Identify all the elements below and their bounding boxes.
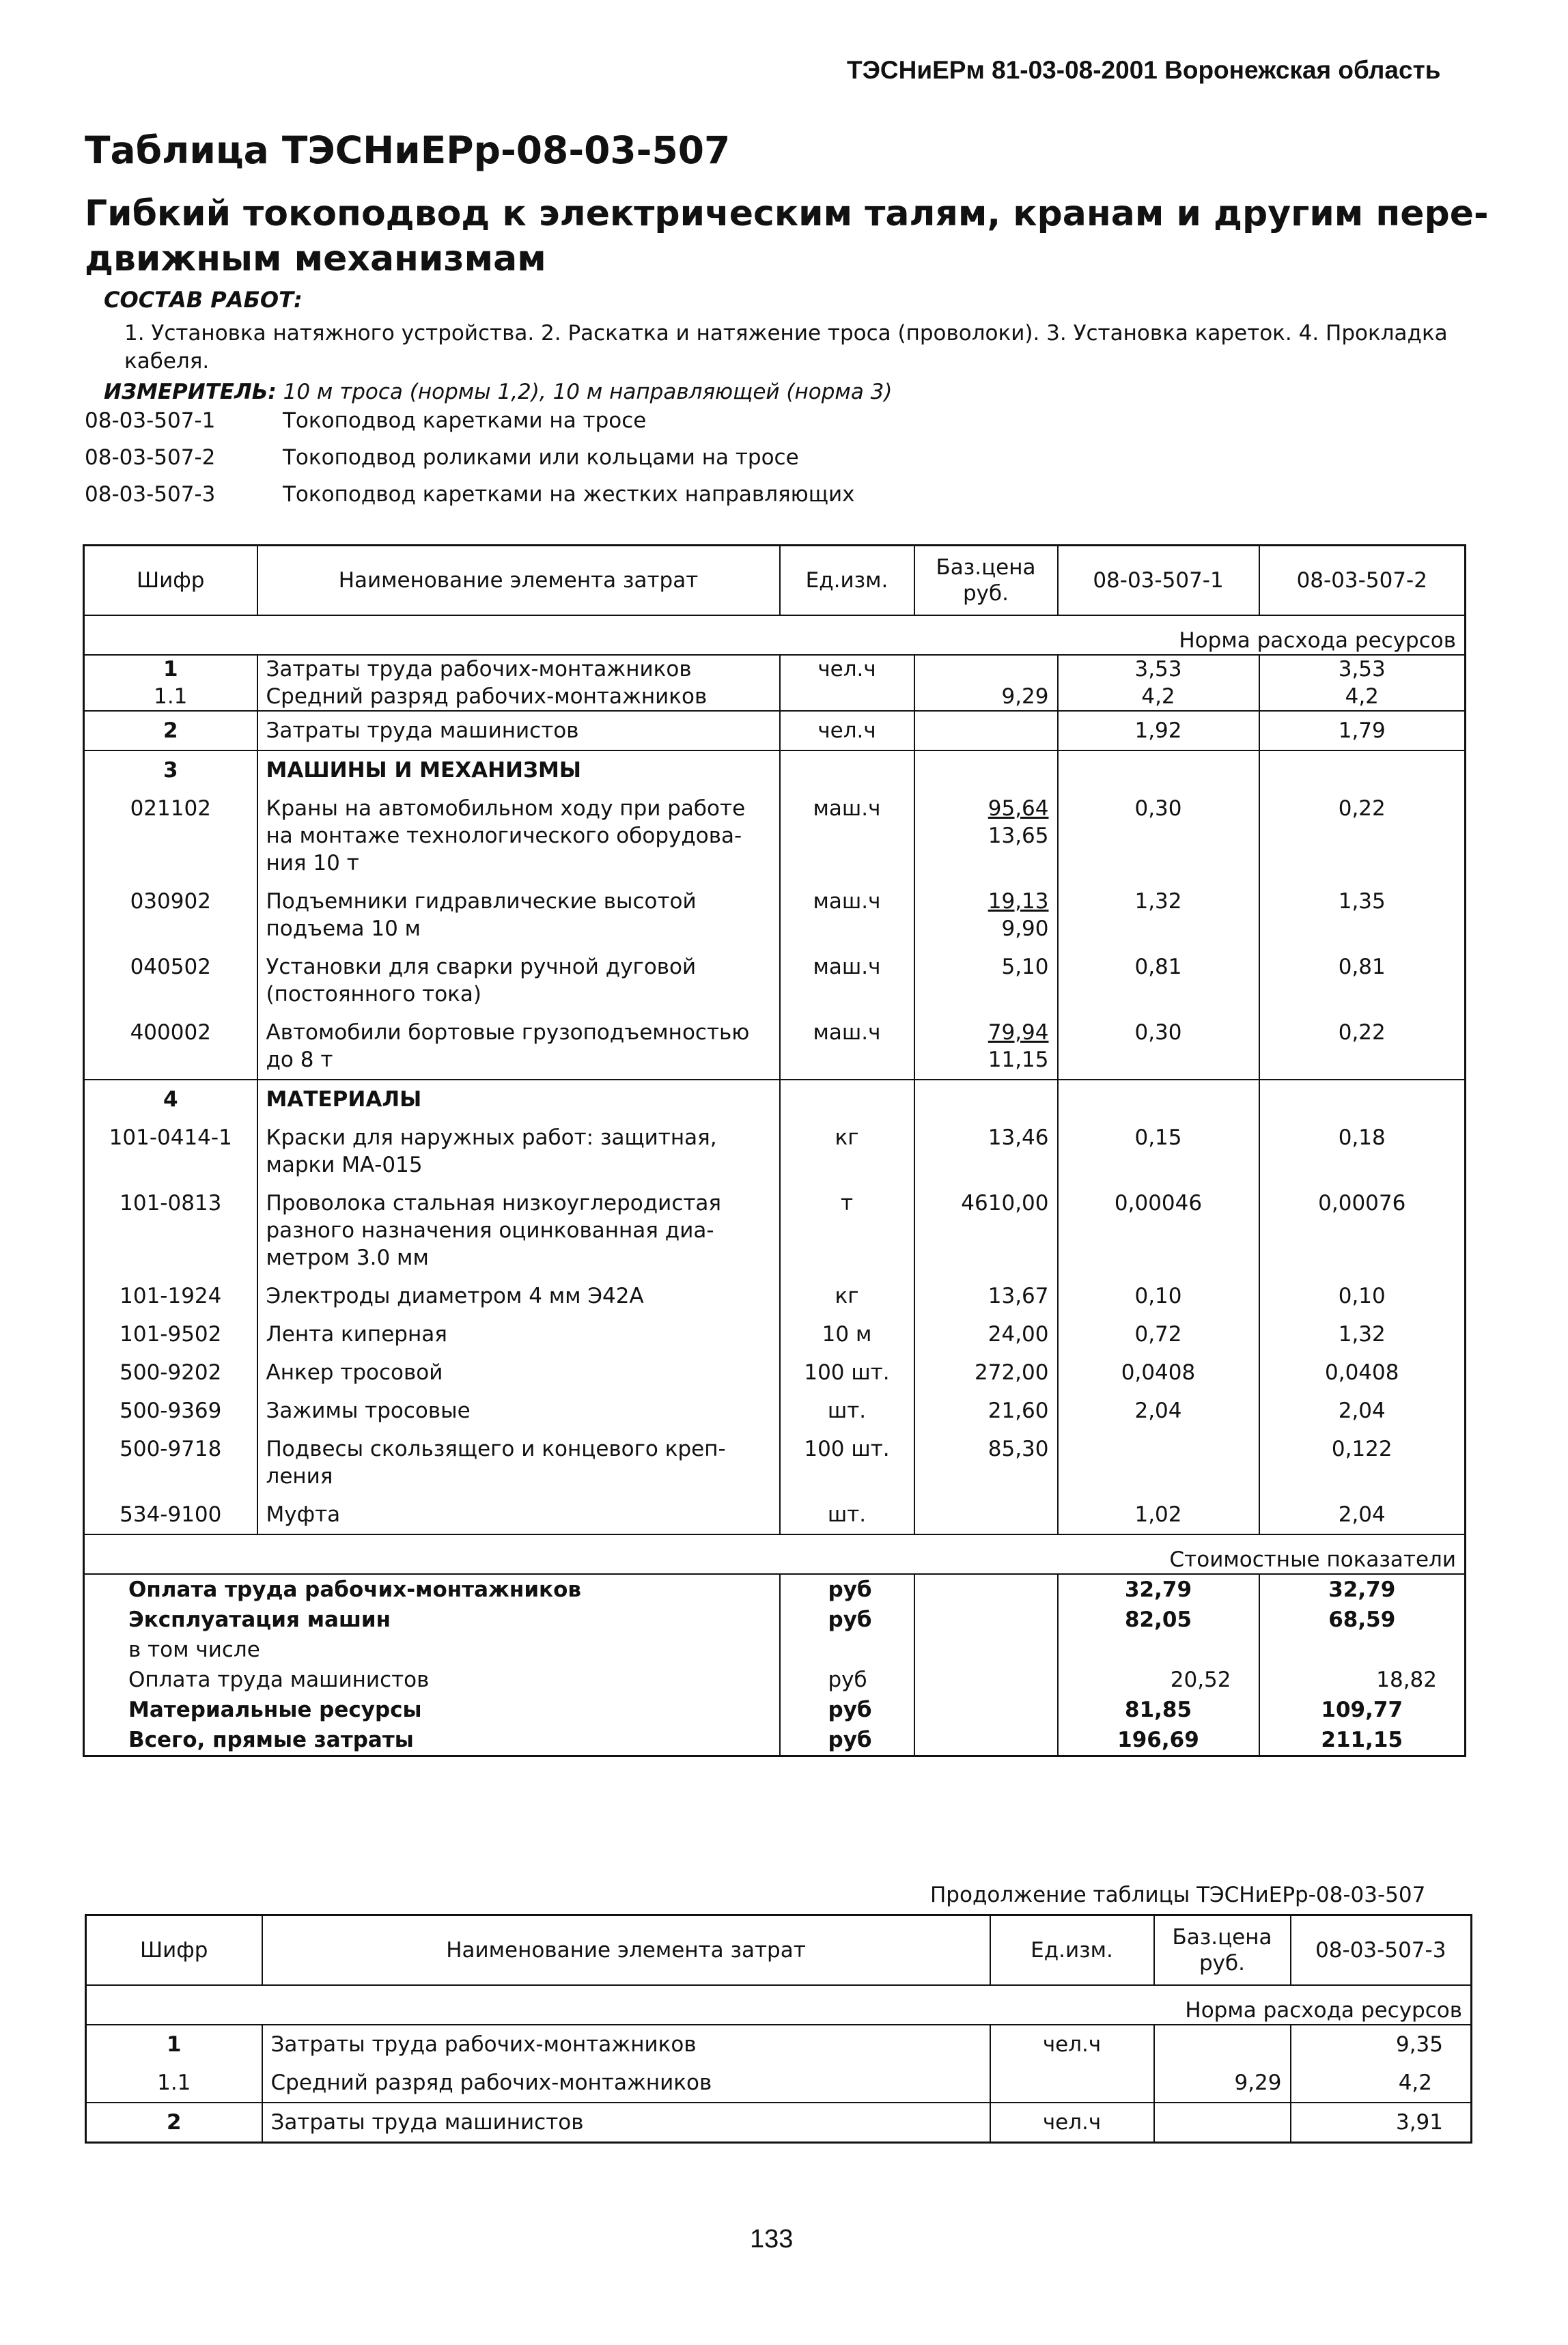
row-unit: чел.ч bbox=[780, 655, 914, 683]
row-code: 500-9202 bbox=[84, 1353, 257, 1392]
total-unit: руб bbox=[780, 1574, 914, 1605]
row-code: 101-0414-1 bbox=[84, 1119, 257, 1184]
row-name: Зажимы тросовые bbox=[257, 1392, 780, 1430]
row-name: Автомобили бортовые грузоподъемностью до 8 т bbox=[257, 1013, 780, 1080]
column-header: 08-03-507-2 bbox=[1259, 546, 1466, 616]
row-value-1: 0,15 bbox=[1058, 1119, 1259, 1184]
row-value-2: 0,122 bbox=[1259, 1430, 1466, 1496]
table-row bbox=[84, 1119, 1466, 1184]
row-unit: шт. bbox=[780, 1392, 914, 1430]
table-header-row bbox=[86, 1915, 1472, 1986]
table-row bbox=[84, 1430, 1466, 1496]
norm-name: Токоподвод каретками на жестких направляющих bbox=[283, 482, 855, 507]
continuation-caption: Продолжение таблицы ТЭСНиЕРр-08-03-507 bbox=[930, 1883, 1426, 1907]
table-row bbox=[84, 655, 1466, 683]
norm-code: 08-03-507-3 bbox=[85, 482, 216, 507]
table-title: Таблица ТЭСНиЕРр-08-03-507 bbox=[85, 128, 731, 172]
row-unit: 100 шт. bbox=[780, 1353, 914, 1392]
table-row bbox=[84, 1013, 1466, 1080]
total-row bbox=[84, 1665, 1466, 1695]
row-unit: чел.ч bbox=[780, 711, 914, 750]
row-value-1: 1,02 bbox=[1058, 1496, 1259, 1534]
row-code: 1.1 bbox=[86, 2064, 262, 2103]
total-value-2: 32,79 bbox=[1259, 1574, 1466, 1605]
column-header: Шифр bbox=[84, 546, 257, 616]
section-title: МАТЕРИАЛЫ bbox=[257, 1080, 780, 1119]
row-price: 4610,00 bbox=[914, 1184, 1058, 1277]
resource-table bbox=[83, 544, 1466, 1757]
row-price: 13,67 bbox=[914, 1277, 1058, 1315]
row-value-2: 3,53 bbox=[1259, 655, 1466, 683]
row-price: 21,60 bbox=[914, 1392, 1058, 1430]
row-value-1: 0,0408 bbox=[1058, 1353, 1259, 1392]
row-price bbox=[1154, 2103, 1291, 2143]
column-header: Наименование элемента затрат bbox=[262, 1915, 990, 1986]
table-row bbox=[84, 1496, 1466, 1534]
row-value-2: 0,22 bbox=[1259, 789, 1466, 882]
row-unit: маш.ч bbox=[780, 1013, 914, 1080]
row-value-1: 0,00046 bbox=[1058, 1184, 1259, 1277]
resource-table-continuation bbox=[85, 1914, 1472, 2144]
row-code: 021102 bbox=[84, 789, 257, 882]
row-value-1: 0,81 bbox=[1058, 948, 1259, 1013]
row-name: Лента киперная bbox=[257, 1315, 780, 1353]
list-item bbox=[85, 482, 854, 519]
row-price-machinist: 9,90 bbox=[1001, 916, 1049, 941]
table-row bbox=[84, 948, 1466, 1013]
row-value-1: 3,53 bbox=[1058, 655, 1259, 683]
total-name: Материальные ресурсы bbox=[128, 1698, 422, 1722]
row-unit: 10 м bbox=[780, 1315, 914, 1353]
table-row bbox=[86, 2064, 1472, 2103]
measure-label: ИЗМЕРИТЕЛЬ: bbox=[104, 380, 277, 404]
row-unit bbox=[780, 683, 914, 711]
column-header: Ед.изм. bbox=[990, 1915, 1154, 1986]
row-value-2: 2,04 bbox=[1259, 1496, 1466, 1534]
table-row bbox=[86, 2025, 1472, 2064]
row-value-2: 1,35 bbox=[1259, 882, 1466, 948]
row-code: 1 bbox=[84, 655, 257, 683]
column-header: 08-03-507-3 bbox=[1291, 1915, 1472, 1986]
total-unit: руб bbox=[780, 1695, 914, 1725]
row-value-1: 1,32 bbox=[1058, 882, 1259, 948]
row-value-2: 2,04 bbox=[1259, 1392, 1466, 1430]
row-price: 79,94 bbox=[988, 1020, 1049, 1045]
row-price: 9,29 bbox=[1154, 2064, 1291, 2103]
section-heading: Гибкий токоподвод к электрическим талям, кранам и другим пере-движным механизмам bbox=[85, 193, 1489, 279]
row-value-1: 0,30 bbox=[1058, 789, 1259, 882]
row-value-2: 4,2 bbox=[1259, 683, 1466, 711]
row-name: Средний разряд рабочих-монтажников bbox=[257, 683, 780, 711]
table-row bbox=[84, 789, 1466, 882]
row-value-2: 0,18 bbox=[1259, 1119, 1466, 1184]
row-price bbox=[1154, 2025, 1291, 2064]
measure-text: 10 м троса (нормы 1,2), 10 м направляющей (норма 3) bbox=[276, 380, 893, 404]
row-price: 272,00 bbox=[914, 1353, 1058, 1392]
total-value-1: 81,85 bbox=[1058, 1695, 1259, 1725]
row-unit: маш.ч bbox=[780, 789, 914, 882]
works-text: 1. Установка натяжного устройства. 2. Раскатка и натяжение троса (проволоки). 3. Установка кареток. 4. Прокладка кабеля. bbox=[124, 321, 1448, 374]
row-value-1: 0,72 bbox=[1058, 1315, 1259, 1353]
column-header: Ед.изм. bbox=[780, 546, 914, 616]
section-title: МАШИНЫ И МЕХАНИЗМЫ bbox=[257, 750, 780, 789]
total-value-2: 109,77 bbox=[1259, 1695, 1466, 1725]
norm-subheader: Норма расхода ресурсов bbox=[86, 1985, 1472, 2025]
row-price: 9,29 bbox=[914, 683, 1058, 711]
total-value-2: 68,59 bbox=[1259, 1605, 1466, 1635]
table-row bbox=[84, 1315, 1466, 1353]
total-value-1: 196,69 bbox=[1058, 1725, 1259, 1756]
total-row bbox=[84, 1605, 1466, 1635]
total-unit: руб bbox=[780, 1665, 914, 1695]
row-value-2: 1,32 bbox=[1259, 1315, 1466, 1353]
row-unit bbox=[990, 2064, 1154, 2103]
row-value-1: 4,2 bbox=[1058, 683, 1259, 711]
total-name: в том числе bbox=[128, 1638, 260, 1662]
row-code: 101-9502 bbox=[84, 1315, 257, 1353]
row-name: Подъемники гидравлические высотой подъема 10 м bbox=[257, 882, 780, 948]
list-item bbox=[85, 408, 854, 445]
section-row bbox=[84, 750, 1466, 789]
row-name: Затраты труда машинистов bbox=[257, 711, 780, 750]
total-name: Всего, прямые затраты bbox=[128, 1728, 414, 1752]
row-value-1: 0,30 bbox=[1058, 1013, 1259, 1080]
row-value: 9,35 bbox=[1291, 2025, 1472, 2064]
total-value-2: 211,15 bbox=[1259, 1725, 1466, 1756]
row-price: 24,00 bbox=[914, 1315, 1058, 1353]
row-price bbox=[914, 711, 1058, 750]
column-header: Баз.цена руб. bbox=[1154, 1915, 1291, 1986]
row-name: Подвесы скользящего и концевого креп-ления bbox=[257, 1430, 780, 1496]
table-row bbox=[84, 882, 1466, 948]
total-value-2: 18,82 bbox=[1259, 1665, 1466, 1695]
row-value-1: 2,04 bbox=[1058, 1392, 1259, 1430]
row-code: 534-9100 bbox=[84, 1496, 257, 1534]
row-name: Электроды диаметром 4 мм Э42А bbox=[257, 1277, 780, 1315]
row-name: Краны на автомобильном ходу при работе на монтаже технологического оборудова-ния 10 т bbox=[257, 789, 780, 882]
list-item bbox=[85, 445, 854, 482]
row-name: Средний разряд рабочих-монтажников bbox=[262, 2064, 990, 2103]
row-unit: кг bbox=[780, 1277, 914, 1315]
row-price: 95,64 bbox=[988, 796, 1049, 821]
row-price-machinist: 11,15 bbox=[988, 1048, 1049, 1072]
row-value: 3,91 bbox=[1291, 2103, 1472, 2143]
row-name: Установки для сварки ручной дуговой (постоянного тока) bbox=[257, 948, 780, 1013]
table-row bbox=[84, 711, 1466, 750]
row-price-machinist: 13,65 bbox=[988, 824, 1049, 848]
total-value-1: 82,05 bbox=[1058, 1605, 1259, 1635]
total-row bbox=[84, 1695, 1466, 1725]
section-code: 4 bbox=[84, 1080, 257, 1119]
total-name: Эксплуатация машин bbox=[128, 1607, 391, 1632]
table-header-row bbox=[84, 546, 1466, 616]
row-unit: чел.ч bbox=[990, 2025, 1154, 2064]
row-value-2: 0,0408 bbox=[1259, 1353, 1466, 1392]
row-code: 1 bbox=[86, 2025, 262, 2064]
row-name: Краски для наружных работ: защитная, марки МА-015 bbox=[257, 1119, 780, 1184]
row-code: 2 bbox=[86, 2103, 262, 2143]
row-name: Анкер тросовой bbox=[257, 1353, 780, 1392]
total-value-1: 20,52 bbox=[1058, 1665, 1259, 1695]
row-unit: кг bbox=[780, 1119, 914, 1184]
norm-name: Токоподвод роликами или кольцами на тросе bbox=[283, 445, 799, 470]
row-price: 19,13 bbox=[988, 889, 1049, 914]
works-label: СОСТАВ РАБОТ: bbox=[104, 287, 303, 313]
total-name: Оплата труда рабочих-монтажников bbox=[128, 1577, 581, 1602]
row-name: Затраты труда рабочих-монтажников bbox=[257, 655, 780, 683]
row-code: 101-1924 bbox=[84, 1277, 257, 1315]
total-row bbox=[84, 1635, 1466, 1665]
norm-codes-list bbox=[85, 408, 854, 519]
total-name: Оплата труда машинистов bbox=[128, 1668, 430, 1692]
row-value-2: 0,00076 bbox=[1259, 1184, 1466, 1277]
section-row bbox=[84, 1080, 1466, 1119]
table-row bbox=[84, 1353, 1466, 1392]
table-row bbox=[84, 683, 1466, 711]
row-name: Затраты труда машинистов bbox=[262, 2103, 990, 2143]
row-code: 2 bbox=[84, 711, 257, 750]
row-unit: маш.ч bbox=[780, 882, 914, 948]
page-number: 133 bbox=[750, 2225, 794, 2253]
row-unit: чел.ч bbox=[990, 2103, 1154, 2143]
row-price: 13,46 bbox=[914, 1119, 1058, 1184]
row-unit: 100 шт. bbox=[780, 1430, 914, 1496]
row-value-1: 0,10 bbox=[1058, 1277, 1259, 1315]
row-price bbox=[914, 1496, 1058, 1534]
row-code: 500-9718 bbox=[84, 1430, 257, 1496]
row-name: Муфта bbox=[257, 1496, 780, 1534]
norm-code: 08-03-507-1 bbox=[85, 408, 216, 433]
row-code: 400002 bbox=[84, 1013, 257, 1080]
total-unit: руб bbox=[780, 1725, 914, 1756]
norm-subheader: Норма расхода ресурсов bbox=[84, 615, 1466, 655]
table-row bbox=[86, 2103, 1472, 2143]
table-row bbox=[84, 1184, 1466, 1277]
running-title: ТЭСНиЕРм 81-03-08-2001 Воронежская область bbox=[847, 56, 1441, 84]
row-unit: т bbox=[780, 1184, 914, 1277]
column-header: Шифр bbox=[86, 1915, 262, 1986]
row-name: Затраты труда рабочих-монтажников bbox=[262, 2025, 990, 2064]
row-value-2: 0,22 bbox=[1259, 1013, 1466, 1080]
row-value-2: 0,10 bbox=[1259, 1277, 1466, 1315]
table-row bbox=[84, 1277, 1466, 1315]
row-price: 85,30 bbox=[914, 1430, 1058, 1496]
row-price bbox=[914, 655, 1058, 683]
total-unit: руб bbox=[780, 1605, 914, 1635]
column-header: Наименование элемента затрат bbox=[257, 546, 780, 616]
total-row bbox=[84, 1725, 1466, 1756]
row-code: 030902 bbox=[84, 882, 257, 948]
row-value: 4,2 bbox=[1291, 2064, 1472, 2103]
row-value-1: 1,92 bbox=[1058, 711, 1259, 750]
row-value-2: 0,81 bbox=[1259, 948, 1466, 1013]
row-unit: шт. bbox=[780, 1496, 914, 1534]
row-code: 040502 bbox=[84, 948, 257, 1013]
column-header: 08-03-507-1 bbox=[1058, 546, 1259, 616]
column-header: Баз.цена руб. bbox=[914, 546, 1058, 616]
row-code: 101-0813 bbox=[84, 1184, 257, 1277]
row-value-2: 1,79 bbox=[1259, 711, 1466, 750]
measure-line bbox=[104, 380, 893, 404]
total-row bbox=[84, 1574, 1466, 1605]
row-code: 1.1 bbox=[84, 683, 257, 711]
total-value-1: 32,79 bbox=[1058, 1574, 1259, 1605]
row-value-1 bbox=[1058, 1430, 1259, 1496]
row-unit: маш.ч bbox=[780, 948, 914, 1013]
cost-subheader: Стоимостные показатели bbox=[84, 1534, 1466, 1574]
row-code: 500-9369 bbox=[84, 1392, 257, 1430]
norm-code: 08-03-507-2 bbox=[85, 445, 216, 470]
section-code: 3 bbox=[84, 750, 257, 789]
row-price: 5,10 bbox=[914, 948, 1058, 1013]
norm-name: Токоподвод каретками на тросе bbox=[283, 408, 647, 433]
row-name: Проволока стальная низкоуглеродистая разного назначения оцинкованная диа-метром 3.0 мм bbox=[257, 1184, 780, 1277]
table-row bbox=[84, 1392, 1466, 1430]
